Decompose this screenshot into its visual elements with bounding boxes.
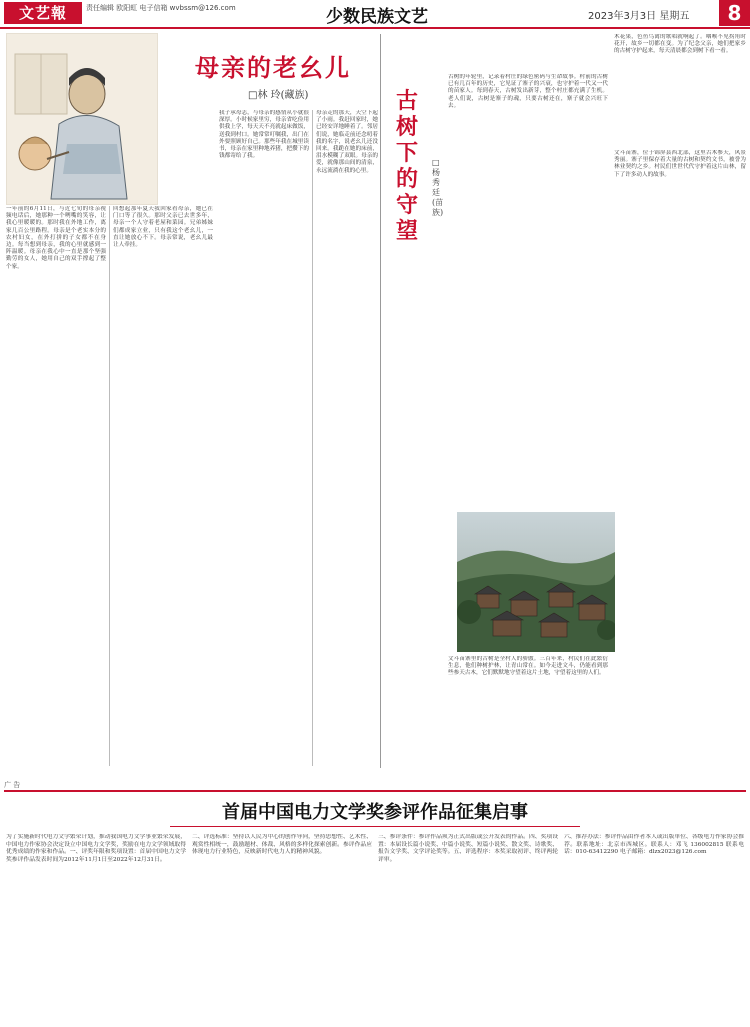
editor-info: 责任编辑 欧阳虹 电子信箱 wvbssm@126.com (86, 4, 236, 12)
announcement-column: 六、推荐办法：参评作品由作者本人或出版单位、各级电力作家协会推荐。联系地址：北京市西城区。联系人：邓飞 136002815 联系电话：010-63412290 电子邮箱：dlzx2023@126.com (564, 834, 744, 856)
article-author: □林 玲(藏族) (248, 90, 309, 101)
article-column: 古树的年轮里，记录着村庄的绿色密码与生命故事。村前的古树已有几百年的历史，它见证了寨子的兴衰，也守护着一代又一代的苗家人。每到春天，古树发出新芽，整个村庄都充满了生机。老人们说，古树是寨子的魂，只要古树还在，寨子就会兴旺下去。 (448, 74, 608, 109)
column-divider (109, 206, 110, 766)
page-number: 8 (719, 0, 750, 26)
ad-divider (4, 790, 746, 792)
ad-label: 广 告 (4, 781, 21, 789)
title-underline (170, 826, 580, 827)
issue-date: 2023年3月3日 星期五 (588, 11, 690, 22)
article-title: 古树下的守望 (396, 88, 419, 244)
article-column: 文斗苗寨里的古树是全村人的骄傲。三百年来，村民们在此繁衍生息，他们种树护林，让青山常在。如今走进文斗，仍能看到那些参天古木，它们默默地守望着这片土地，守望着这里的人们。 (448, 656, 608, 677)
article-column (384, 34, 444, 74)
newspaper-logo: 文艺報 (4, 2, 82, 24)
article-author: □杨秀廷(苗族) (432, 158, 444, 217)
article-column: 母亲走的那天，天空下起了小雨。我赶回家时，她已经安详地睡着了。邻居们说，她临走前还念叨着我的名字，说老幺儿还没回来。我跪在她的床前，泪水模糊了双眼。母亲的爱，就像那山间的清泉，永远流淌在我的心里。 (316, 110, 378, 174)
article-column: 回想起那年夏天我回家看母亲，她已在门口等了很久。那时父亲已去世多年，母亲一个人守着老屋和菜园。兄弟姊妹们都成家立业，只有我这个老幺儿，一直让她放心不下。母亲常说，老幺儿最让人牵挂。 (113, 206, 213, 249)
announcement-column: 二、评选标准：坚持以人民为中心的创作导向，坚持思想性、艺术性、观赏性相统一，鼓励题材、体裁、风格的多样化探索创新。参评作品应体现电力行业特色，反映新时代电力人的精神风貌。 (192, 834, 372, 856)
article-column: 一年前的6月11日，与近七旬的母亲视频电话后，她那种一个咧嘴的笑容，让我心里暖暖的。那时我在外地工作，离家几百公里路程。母亲是个老实本分的农村妇女，在外打拼的子女都不在身边。每当想到母亲，我的心里就感到一阵温暖。母亲在我心中一直是那个坚强勤劳的女人，她用自己的双手撑起了整个家。 (6, 206, 106, 270)
article-column: 木花果，色鱼鸟禽的歌唱就响起了。咽喉不见拐角时花开，故乡一切都在变。为了纪念父亲，她们把家乡的古树守护起来，每天清晨都会到树下看一看。 (614, 34, 746, 55)
announcement-title: 首届中国电力文学奖参评作品征集启事 (222, 802, 528, 823)
column-divider (312, 110, 313, 766)
article-title: 母亲的老幺儿 (195, 53, 351, 82)
section-title: 少数民族文艺 (326, 7, 428, 27)
announcement-column: 三、参评条件：参评作品须为正式出版或公开发表的作品。四、奖项设置：本届设长篇小说奖、中篇小说奖、短篇小说奖、散文奖、诗歌奖、报告文学奖、文学评论奖等。五、评选程序：本奖采取初评、终评两轮评审。 (378, 834, 558, 863)
header-divider (0, 27, 750, 29)
article-column: 我子承母志，与母亲的感情从小就很深厚。小时候家里穷，母亲省吃俭用供我上学，每天天不亮就起床做饭，送我到村口。她常常叮嘱我，出门在外要照顾好自己。那些年我在城里读书，母亲在家里种地养猪，把攒下的钱都寄给了我。 (219, 110, 309, 160)
announcement-column: 为了实施新时代电力文学繁荣计划，推动我国电力文学事业繁荣发展，中国电力作家协会决定设立中国电力文学奖，奖励在电力文学领域取得优秀成绩的作家和作品。一、评奖年限和奖项设置：首届中国电力文学奖参评作品发表时间为2012年11月1日至2022年12月31日。 (6, 834, 186, 863)
village-photo (457, 512, 615, 652)
mother-illustration (6, 33, 158, 205)
section-divider (380, 34, 381, 768)
article-column: 文斗苗寨，位于锦屏县西北部，这里古木参天，风景秀丽。寨子里保存着大量的古树和契约文书，被誉为林业契约之乡。村民们世世代代守护着这片山林，留下了许多动人的故事。 (614, 150, 746, 178)
article-column (448, 34, 608, 74)
